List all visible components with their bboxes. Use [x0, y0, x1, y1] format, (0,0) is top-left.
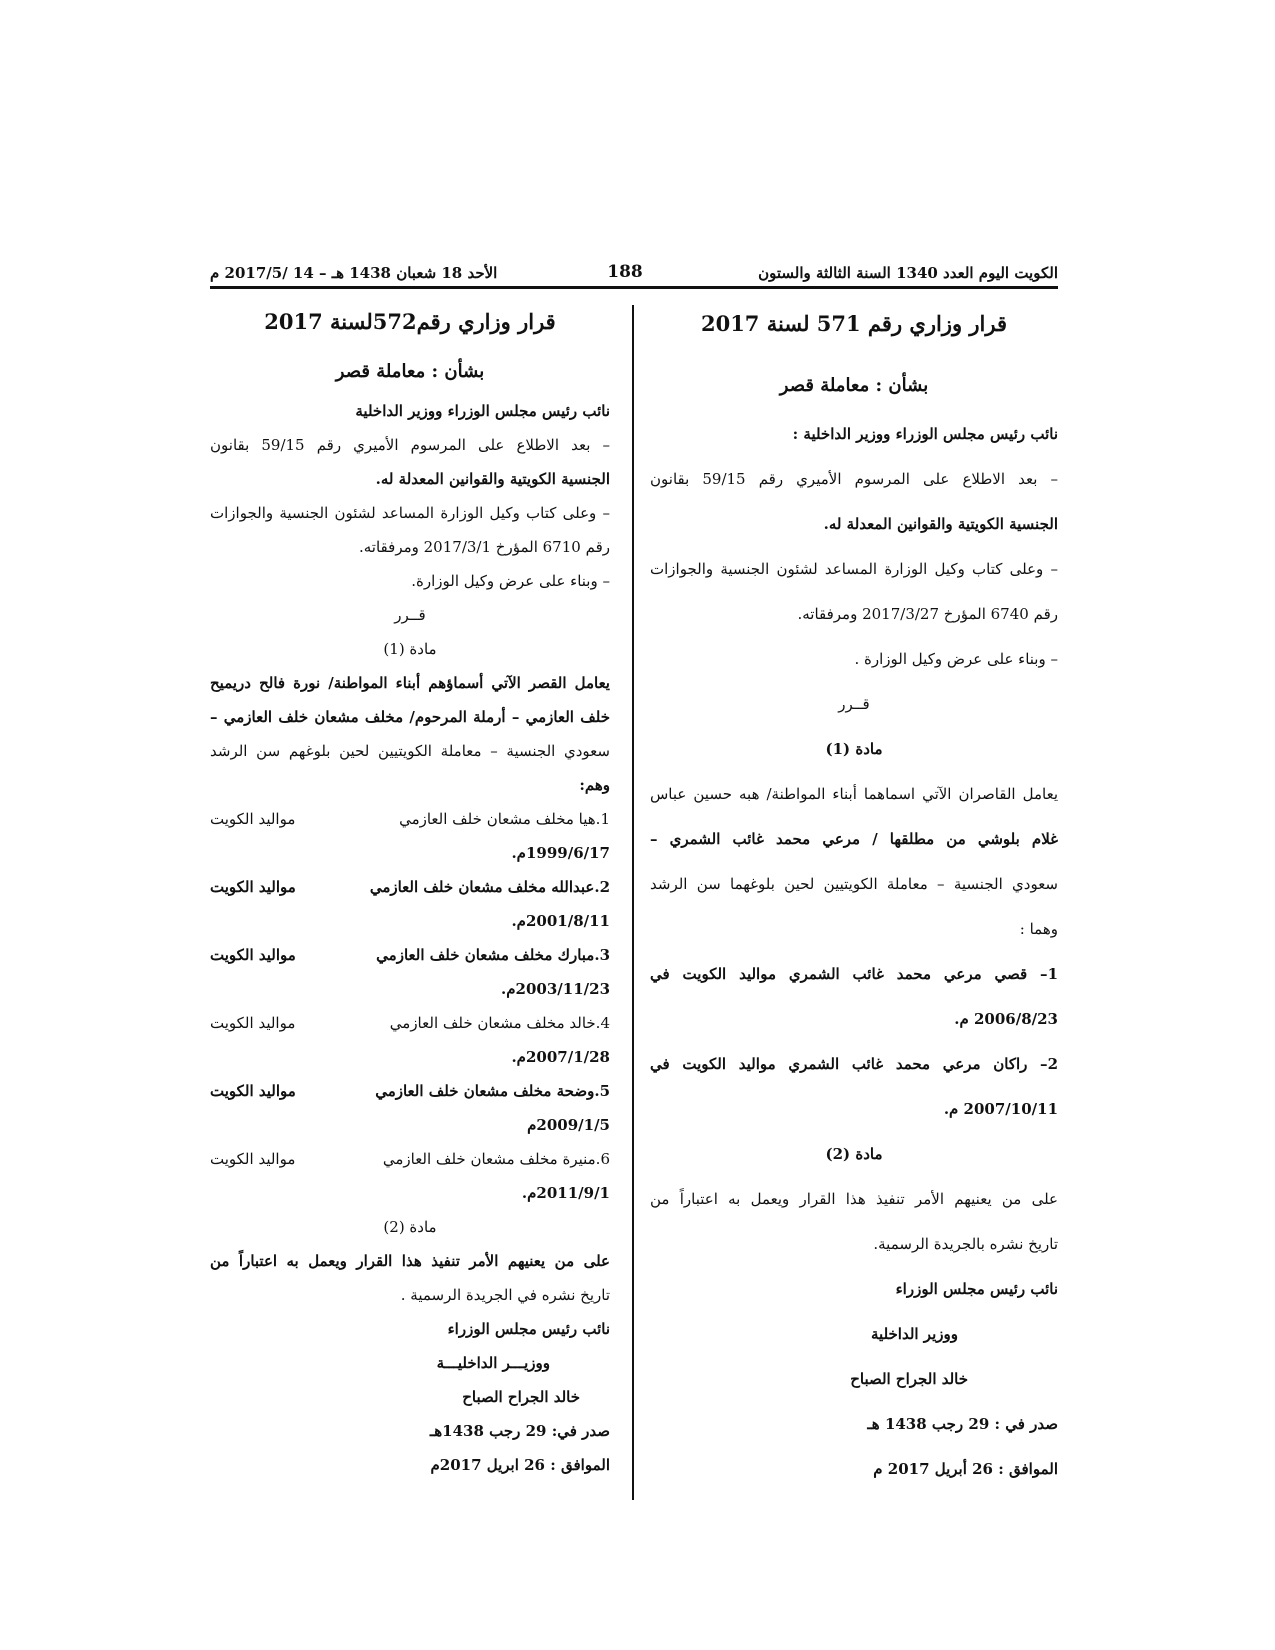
preamble-line: رقم 6740 المؤرخ 2017/3/27 ومرفقاته.: [797, 605, 1058, 623]
child-name: 5.وضحة مخلف مشعان خلف العازمي: [375, 1082, 610, 1100]
preamble-line: الجنسية الكويتية والقوانين المعدلة له.: [823, 515, 1058, 533]
child-item: [210, 802, 610, 836]
child-item: [210, 870, 610, 904]
minor-item-date: 2006/8/23 م.: [954, 1010, 1058, 1028]
child-name: 1.هيا مخلف مشعان خلف العازمي: [399, 810, 610, 828]
article-title: مادة (2): [383, 1218, 437, 1236]
child-item: [210, 1006, 610, 1040]
preamble-line: – بعد الاطلاع على المرسوم الأميري رقم 59/15 بقانون: [210, 436, 610, 454]
issued-date: صدر في : 29 رجب 1438 هـ: [867, 1415, 1058, 1433]
decision-subject: بشأن : معاملة قصر: [335, 361, 485, 382]
minor-item-date: 2007/10/11 م.: [943, 1100, 1058, 1118]
minor-item: 1– قصي مرعي محمد غائب الشمري مواليد الكويت في: [650, 965, 1058, 983]
corresponding-date: الموافق : 26 أبريل 2017 م: [873, 1460, 1058, 1478]
signature-title: ووزيـــر الداخليـــة: [436, 1354, 550, 1372]
child-birthdate: 2001/8/11م.: [511, 912, 610, 930]
header-rule: [210, 286, 1058, 289]
child-birthplace: مواليد الكويت: [210, 1014, 296, 1032]
child-birthplace: مواليد الكويت: [210, 1082, 296, 1100]
child-item: [210, 1074, 610, 1108]
signature-name: خالد الجراح الصباح: [462, 1388, 580, 1406]
child-birthdate: 2007/1/28م.: [511, 1048, 610, 1066]
article-line: غلام بلوشي من مطلقها / مرعي محمد غائب الشمري –: [650, 830, 1058, 848]
decided-heading: قــرر: [838, 695, 870, 713]
decision-title: قرار وزاري رقم572لسنة 2017: [264, 309, 556, 334]
article-line: يعامل القصر الآتي أسماؤهم أبناء المواطنة/ نورة فالح دريميح: [210, 674, 610, 692]
child-birthdate: 2003/11/23م.: [501, 980, 610, 998]
child-birthplace: مواليد الكويت: [210, 1150, 296, 1168]
child-birthplace: مواليد الكويت: [210, 878, 296, 896]
header-date: الأحد 18 شعبان 1438 هـ – 14 /2017/5 م: [210, 264, 498, 282]
signature-name: خالد الجراح الصباح: [850, 1370, 968, 1388]
minor-item: 2– راكان مرعي محمد غائب الشمري مواليد الكويت في: [650, 1055, 1058, 1073]
article-line: وهم:: [579, 776, 610, 794]
preamble-line: رقم 6710 المؤرخ 2017/3/1 ومرفقاته.: [359, 538, 610, 556]
issuer-line: نائب رئيس مجلس الوزراء ووزير الداخلية :: [792, 425, 1058, 443]
child-birthplace: مواليد الكويت: [210, 810, 296, 828]
issuer-line: نائب رئيس مجلس الوزراء ووزير الداخلية: [355, 402, 610, 420]
preamble-line: – وبناء على عرض وكيل الوزارة.: [411, 572, 610, 590]
preamble-line: الجنسية الكويتية والقوانين المعدلة له.: [375, 470, 610, 488]
signature-title: نائب رئيس مجلس الوزراء: [895, 1280, 1058, 1298]
article-line: سعودي الجنسية – معاملة الكويتيين لحين بلوغهما سن الرشد: [650, 875, 1058, 893]
article-line: على من يعنيهم الأمر تنفيذ هذا القرار ويعمل به اعتباراً من: [650, 1190, 1058, 1208]
decision-572-column: [210, 300, 610, 1482]
article-title: مادة (2): [825, 1145, 883, 1163]
article-title: مادة (1): [825, 740, 883, 758]
child-birthdate: 2009/1/5م: [527, 1116, 610, 1134]
issued-date: صدر في: 29 رجب 1438هـ: [429, 1422, 610, 1440]
article-line: وهما :: [1019, 920, 1058, 938]
child-birthplace: مواليد الكويت: [210, 946, 296, 964]
child-item: [210, 1142, 610, 1176]
signature-title: نائب رئيس مجلس الوزراء: [447, 1320, 610, 1338]
preamble-line: – بعد الاطلاع على المرسوم الأميري رقم 59/15 بقانون: [650, 470, 1058, 488]
decided-heading: قــرر: [394, 606, 426, 624]
article-line: على من يعنيهم الأمر تنفيذ هذا القرار ويعمل به اعتباراً من: [210, 1252, 610, 1270]
article-line: يعامل القاصران الآتي اسماهما أبناء المواطنة/ هبه حسين عباس: [650, 785, 1058, 803]
child-name: 6.منيرة مخلف مشعان خلف العازمي: [382, 1150, 610, 1168]
article-line: تاريخ نشره في الجريدة الرسمية .: [400, 1286, 610, 1304]
child-birthdate: 2011/9/1م.: [521, 1184, 610, 1202]
decision-title: قرار وزاري رقم 571 لسنة 2017: [700, 311, 1008, 336]
column-divider: [632, 305, 634, 1500]
decision-571-column: [650, 300, 1058, 1492]
child-item: [210, 938, 610, 972]
preamble-line: – وعلى كتاب وكيل الوزارة المساعد لشئون الجنسية والجوازات: [210, 504, 610, 522]
article-line: تاريخ نشره بالجريدة الرسمية.: [873, 1235, 1058, 1253]
signature-title: ووزير الداخلية: [871, 1325, 958, 1343]
preamble-line: – وبناء على عرض وكيل الوزارة .: [854, 650, 1058, 668]
article-line: خلف العازمي – أرملة المرحوم/ مخلف مشعان خلف العازمي –: [210, 708, 610, 726]
article-title: مادة (1): [383, 640, 437, 658]
child-name: 3.مبارك مخلف مشعان خلف العازمي: [376, 946, 610, 964]
child-name: 2.عبدالله مخلف مشعان خلف العازمي: [369, 878, 610, 896]
article-line: سعودي الجنسية – معاملة الكويتيين لحين بلوغهم سن الرشد: [210, 742, 610, 760]
header-issue-info: الكويت اليوم العدد 1340 السنة الثالثة والستون: [758, 264, 1058, 282]
corresponding-date: الموافق : 26 ابريل 2017م: [430, 1456, 610, 1474]
preamble-line: – وعلى كتاب وكيل الوزارة المساعد لشئون الجنسية والجوازات: [650, 560, 1058, 578]
decision-subject: بشأن : معاملة قصر: [779, 375, 929, 396]
page-number: 188: [607, 262, 643, 282]
child-name: 4.خالد مخلف مشعان خلف العازمي: [389, 1014, 610, 1032]
child-birthdate: 1999/6/17م.: [511, 844, 610, 862]
